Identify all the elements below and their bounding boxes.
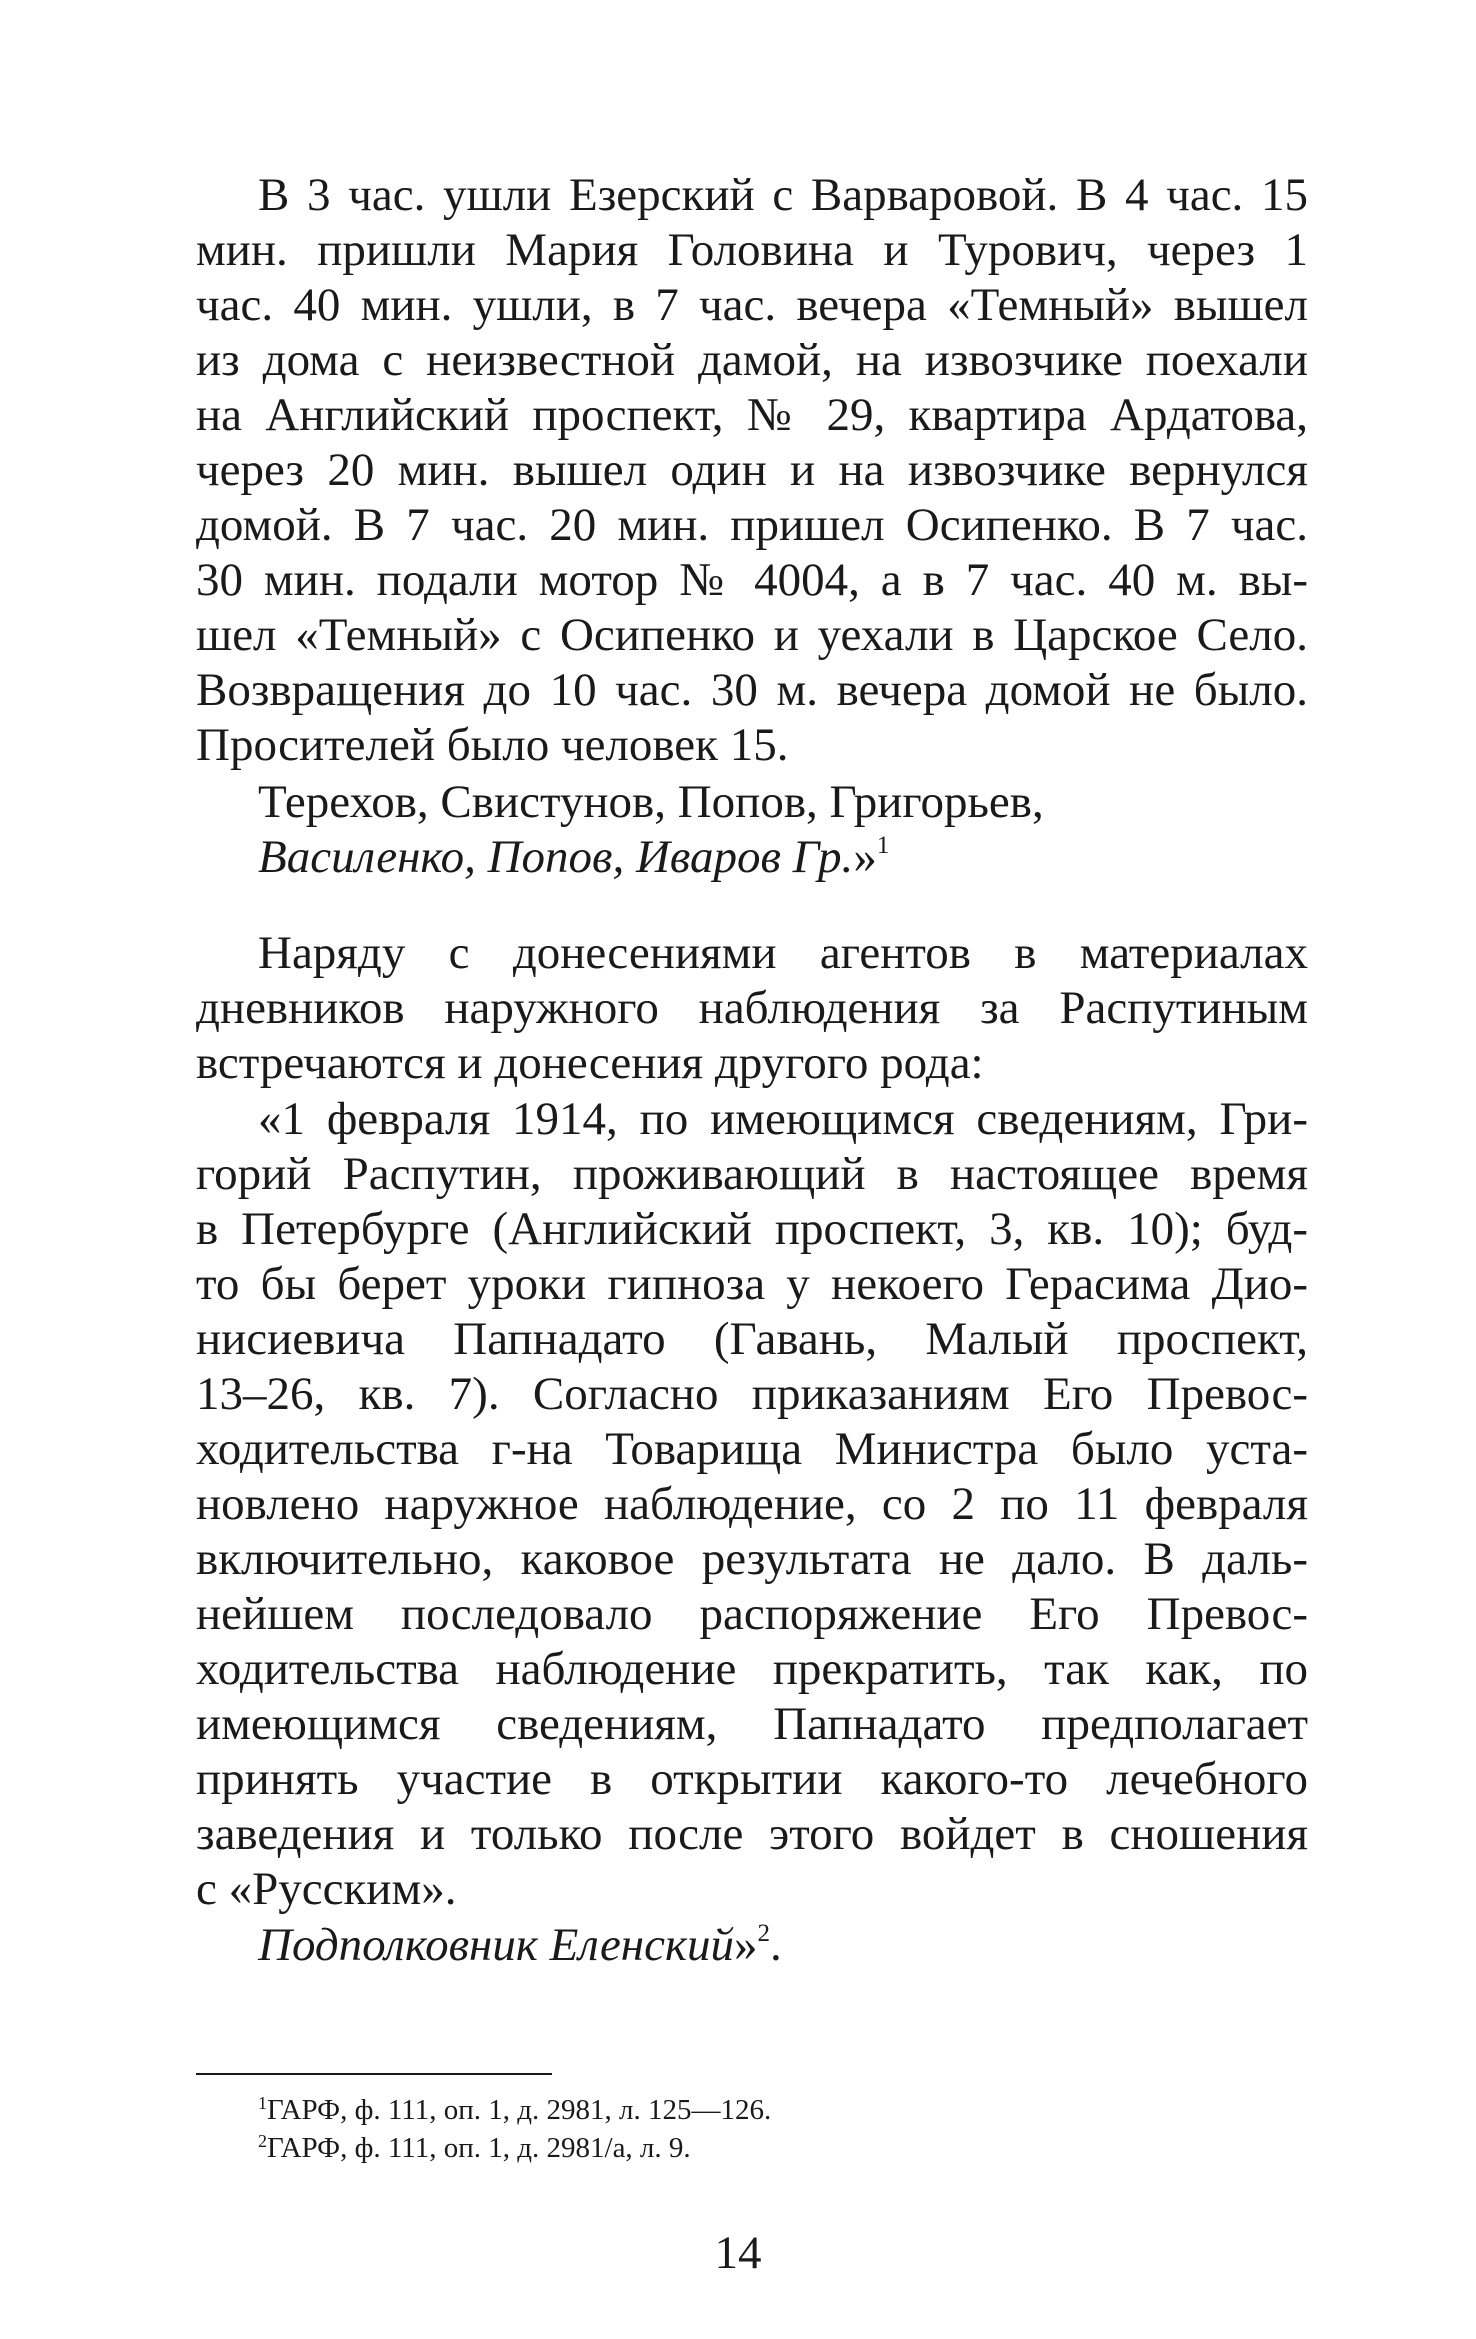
footnote-divider xyxy=(196,2073,552,2075)
signature-line xyxy=(258,1917,1308,1973)
text-line: домой. В 7 час. 20 мин. пришел Осипенко. В 7 час. xyxy=(196,499,1308,551)
text-line: из дома с неизвестной дамой, на извозчике поехали xyxy=(196,334,1308,386)
footnote-mark: 1 xyxy=(258,2093,267,2113)
signature-line: Терехов, Свистунов, Попов, Григорьев, xyxy=(258,776,1044,828)
text-line: включительно, каковое результата не дало. В даль- xyxy=(196,1533,1308,1585)
period: . xyxy=(769,1919,782,1971)
text-line: дневников наружного наблюдения за Распутиным xyxy=(196,982,1308,1034)
text-line: то бы берет уроки гипноза у некоего Герасима Дио- xyxy=(196,1258,1308,1310)
signature-name: Подполковник Еленский xyxy=(258,1919,734,1971)
text-line: с «Русским». xyxy=(196,1863,457,1915)
text-line: в Петербурге (Английский проспект, 3, кв. 10); буд- xyxy=(196,1203,1308,1255)
text-line: Просителей было человек 15. xyxy=(196,719,789,771)
text-line: ходительства г-на Товарища Министра было уста- xyxy=(196,1423,1308,1475)
text-line: на Английский проспект, № 29, квартира Ардатова, xyxy=(196,389,1308,441)
closing-quote: » xyxy=(733,1919,758,1971)
closing-quote: » xyxy=(853,831,877,883)
text-line: 13–26, кв. 7). Согласно приказаниям Его Превос- xyxy=(196,1368,1308,1420)
footnote-ref: 1 xyxy=(876,832,890,859)
text-line: новлено наружное наблюдение, со 2 по 11 февраля xyxy=(196,1478,1308,1530)
text-line: Возвращения до 10 час. 30 м. вечера домой не было. xyxy=(196,664,1308,716)
text-line: горий Распутин, проживающий в настоящее время xyxy=(196,1148,1308,1200)
footnote-text: ГАРФ, ф. 111, оп. 1, д. 2981/а, л. 9. xyxy=(267,2132,691,2164)
text-line: заведения и только после этого войдет в сношения xyxy=(196,1808,1308,1860)
text-line: В 3 час. ушли Езерский с Варваровой. В 4 час. 15 xyxy=(258,169,1308,221)
text-line: ходительства наблюдение прекратить, так как, по xyxy=(196,1643,1308,1695)
signature-names: Василенко, Попов, Иваров Гр. xyxy=(258,831,854,883)
footnote-mark: 2 xyxy=(258,2131,267,2151)
text-line: 30 мин. подали мотор № 4004, а в 7 час. 40 м. вы- xyxy=(196,554,1308,606)
text-line: «1 февраля 1914, по имеющимся сведениям, Гри- xyxy=(258,1093,1308,1145)
text-line: мин. пришли Мария Головина и Турович, через 1 xyxy=(196,224,1308,276)
page-number: 14 xyxy=(714,2227,762,2279)
footnote xyxy=(258,2092,1258,2128)
text-line: принять участие в открытии какого-то лечебного xyxy=(196,1753,1308,1805)
footnote-text: ГАРФ, ф. 111, оп. 1, д. 2981, л. 125—126. xyxy=(267,2094,772,2126)
text-line: имеющимся сведениям, Папнадато предполагает xyxy=(196,1698,1308,1750)
signature-line xyxy=(258,829,1308,885)
text-line: шел «Темный» с Осипенко и уехали в Царское Село. xyxy=(196,609,1308,661)
text-line: час. 40 мин. ушли, в 7 час. вечера «Темный» вышел xyxy=(196,279,1308,331)
footnote-ref: 2 xyxy=(757,1920,770,1947)
footnote xyxy=(258,2130,1258,2166)
text-line: через 20 мин. вышел один и на извозчике вернулся xyxy=(196,444,1308,496)
text-line: нейшем последовало распоряжение Его Превос- xyxy=(196,1588,1308,1640)
text-line: встречаются и донесения другого рода: xyxy=(196,1037,984,1089)
text-line: Наряду с донесениями агентов в материалах xyxy=(258,927,1308,979)
text-line: нисиевича Папнадато (Гавань, Малый проспект, xyxy=(196,1313,1308,1365)
